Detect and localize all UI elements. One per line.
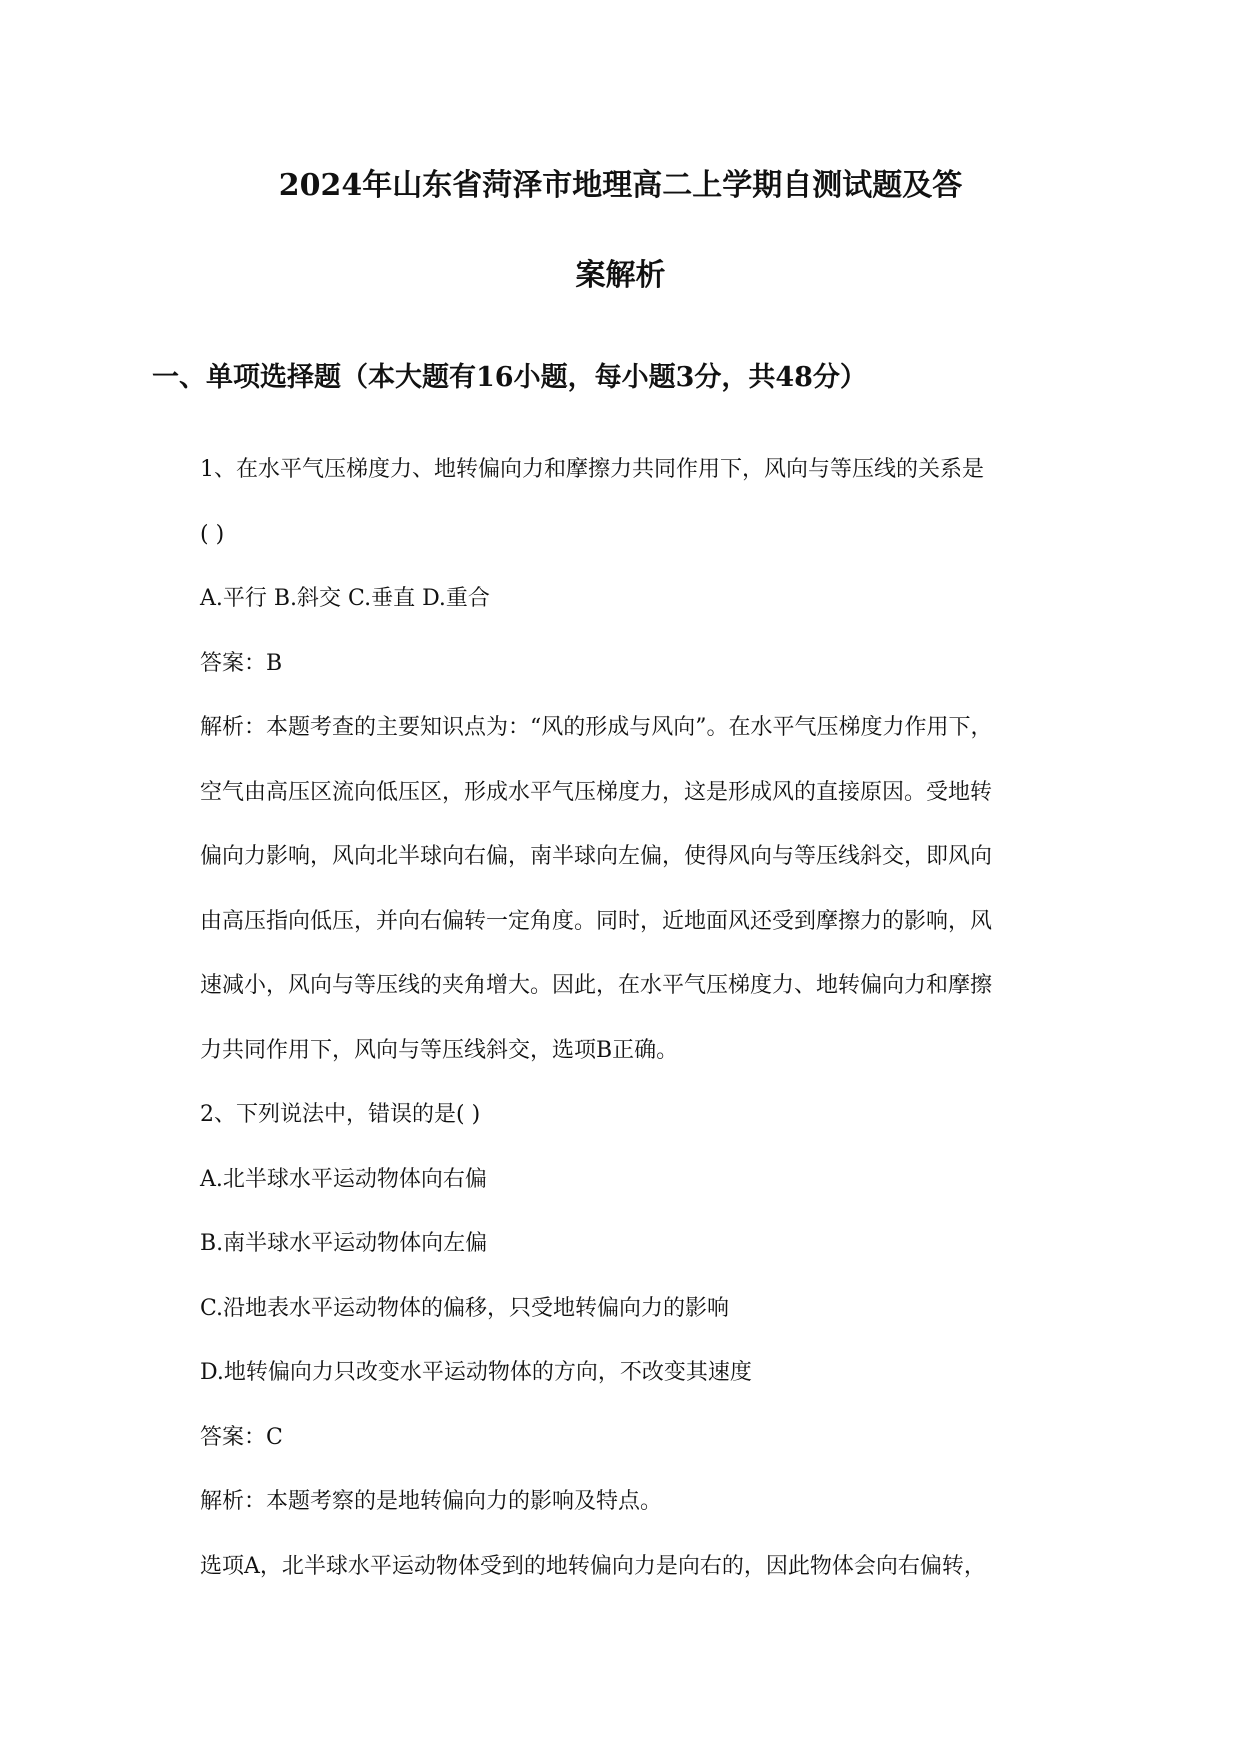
question-1-explanation-line-4: 由高压指向低压，并向右偏转一定角度。同时，近地面风还受到摩擦力的影响，风 [200, 908, 993, 934]
document-title-line-1: 2024年山东省菏泽市地理高二上学期自测试题及答 [278, 168, 963, 203]
question-1-explanation-line-1: 解析：本题考查的主要知识点为：“风的形成与风向”。在水平气压梯度力作用下， [200, 715, 993, 740]
question-1-explanation-line-6: 力共同作用下，风向与等压线斜交，选项B正确。 [200, 1037, 679, 1063]
question-2-answer: 答案：C [200, 1424, 283, 1450]
question-2-explanation-line-2: 选项A，北半球水平运动物体受到的地转偏向力是向右的，因此物体会向右偏转， [200, 1553, 986, 1579]
document-title-line-2: 案解析 [575, 258, 666, 293]
document-body [200, 438, 1100, 1599]
question-2-option-a: A.北半球水平运动物体向右偏 [200, 1166, 487, 1192]
question-2-explanation-line-1: 解析：本题考察的是地转偏向力的影响及特点。 [200, 1489, 663, 1514]
question-1-stem-line-1: 1、在水平气压梯度力、地转偏向力和摩擦力共同作用下，风向与等压线的关系是 [200, 457, 984, 482]
question-2-option-c: C.沿地表水平运动物体的偏移，只受地转偏向力的影响 [200, 1295, 730, 1321]
question-2-option-b: B.南半球水平运动物体向左偏 [200, 1231, 488, 1256]
section-heading: 一、单项选择题（本大题有16小题，每小题3分，共48分） [152, 362, 867, 393]
question-1-explanation-line-5: 速减小，风向与等压线的夹角增大。因此，在水平气压梯度力、地转偏向力和摩擦 [200, 973, 993, 998]
question-1-explanation-line-2: 空气由高压区流向低压区，形成水平气压梯度力，这是形成风的直接原因。受地转 [200, 779, 993, 805]
question-1-options: A.平行 B.斜交 C.垂直 D.重合 [200, 586, 490, 611]
question-2-option-d: D.地转偏向力只改变水平运动物体的方向，不改变其速度 [200, 1360, 752, 1385]
question-1-stem-line-2: ( ) [200, 521, 225, 547]
question-1-answer: 答案：B [200, 650, 283, 676]
question-2-stem: 2、下列说法中，错误的是( ) [200, 1102, 481, 1127]
question-1-explanation-line-3: 偏向力影响，风向北半球向右偏，南半球向左偏，使得风向与等压线斜交，即风向 [200, 844, 993, 869]
